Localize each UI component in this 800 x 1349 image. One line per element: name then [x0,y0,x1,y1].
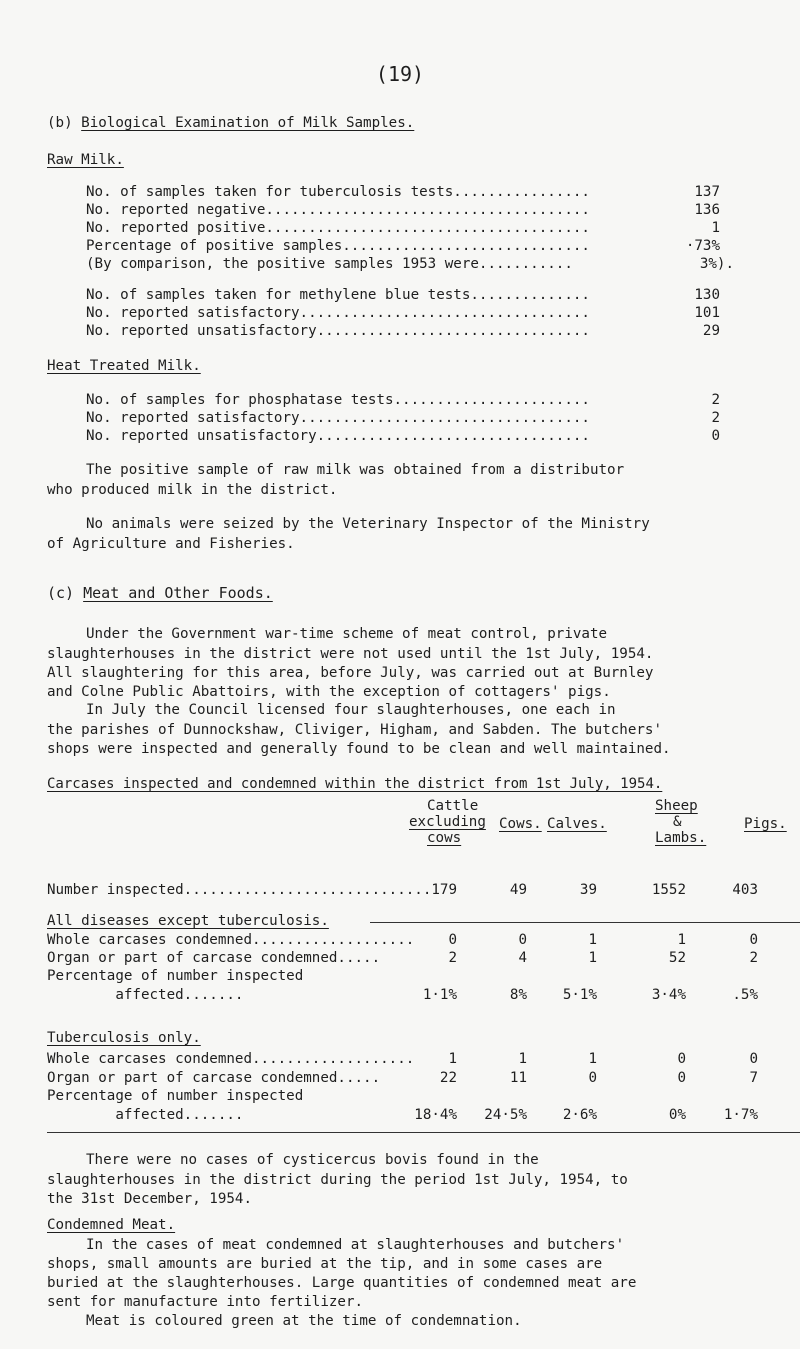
all-diseases-heading: All diseases except tuberculosis. [47,913,329,929]
cell: 1 [677,932,686,948]
cell: 0% [668,1107,686,1123]
paragraph-line: the 31st December, 1954. [47,1191,252,1207]
paragraph-line: No animals were seized by the Veterinary Inspector of the Ministry [86,516,650,532]
list-item: No. of samples for phosphatase tests....................... 2 [86,392,720,408]
section-c-prefix: (c) [47,584,84,602]
header-line: Cattle [427,798,479,814]
section-b-title: Biological Examination of Milk Samples. [81,115,415,131]
paragraph-line: There were no cases of cysticercus bovis found in the [86,1152,539,1168]
section-b-heading [47,115,414,131]
cell: 49 [509,882,527,898]
cell: 0 [677,1051,686,1067]
cell: 2·6% [562,1107,597,1123]
column-header-sheep [637,798,727,846]
row-label: Percentage of number inspected [47,968,304,984]
cell: 1552 [651,882,686,898]
cell: 4 [518,950,527,966]
condemned-meat-heading: Condemned Meat. [47,1217,176,1233]
paragraph-line: the parishes of Dunnockshaw, Cliviger, Higham, and Sabden. The butchers' [47,722,662,738]
table-row [47,1107,800,1127]
paragraph-line: slaughterhouses in the district during the period 1st July, 1954, to [47,1172,628,1188]
row-label: Organ or part of carcase condemned..... [47,1070,381,1086]
table-row [47,1088,800,1108]
cell: 0 [749,932,758,948]
paragraph-line: shops, small amounts are buried at the tip, and in some cases are [47,1256,603,1272]
paragraph-line: and Colne Public Abattoirs, with the exception of cottagers' pigs. [47,684,611,700]
row-label: Percentage of number inspected [47,1088,304,1104]
paragraph-line: In the cases of meat condemned at slaughterhouses and butchers' [86,1237,625,1253]
list-item: No. of samples taken for methylene blue tests.............. 130 [86,287,720,303]
cell: 2 [448,950,457,966]
section-c-title: Meat and Other Foods. [83,584,273,602]
table-row [47,1051,800,1071]
paragraph-line: who produced milk in the district. [47,482,338,498]
paragraph-line: buried at the slaughterhouses. Large quantities of condemned meat are [47,1275,637,1291]
paragraph-line: In July the Council licensed four slaughterhouses, one each in [86,702,616,718]
cell: 22 [439,1070,457,1086]
cell: 2 [749,950,758,966]
table-row [47,1070,800,1090]
section-b-prefix: (b) [47,115,82,131]
heat-treated-heading: Heat Treated Milk. [47,358,201,374]
list-item: No. reported positive...................................... 1 [86,220,720,236]
cell: 1 [518,1051,527,1067]
table-row [47,968,800,988]
cell: 39 [579,882,597,898]
column-header-cows: Cows. [499,816,542,832]
cell: 8% [509,987,527,1003]
cell: 24·5% [484,1107,527,1123]
cell: 1·7% [723,1107,758,1123]
divider [47,1132,800,1133]
divider [370,922,800,923]
paragraph-line: The positive sample of raw milk was obtained from a distributor [86,462,625,478]
list-item: No. reported unsatisfactory................................ 29 [86,323,720,339]
cell: 3·4% [651,987,686,1003]
column-header-pigs: Pigs. [744,816,787,832]
table-row [47,882,800,902]
list-item: (By comparison, the positive samples 1953 were........... 3%). [86,256,734,272]
row-label: affected....... [47,1107,244,1123]
cell: 0 [518,932,527,948]
row-label: Number inspected............................. [47,882,432,898]
header-line: excluding [409,814,486,830]
cell: 7 [749,1070,758,1086]
carcases-title: Carcases inspected and condemned within the district from 1st July, 1954. [47,776,663,792]
row-label: affected....... [47,987,244,1003]
list-item: Percentage of positive samples............................. ·73% [86,238,720,254]
cell: 52 [668,950,686,966]
header-line: cows [427,830,462,846]
list-item: No. of samples taken for tuberculosis tests................ 137 [86,184,720,200]
column-header-calves: Calves. [547,816,607,832]
cell: 1 [448,1051,457,1067]
header-line: & [673,814,682,830]
cell: 0 [448,932,457,948]
table-row [47,987,800,1007]
column-header-cattle [409,798,509,846]
cell: 5·1% [562,987,597,1003]
cell: 0 [677,1070,686,1086]
page-number: (19) [375,62,425,86]
cell: 11 [509,1070,527,1086]
paragraph-line: of Agriculture and Fisheries. [47,536,295,552]
cell: 179 [431,882,457,898]
header-line: Sheep [655,798,698,814]
cell: 0 [749,1051,758,1067]
table-row [47,950,800,970]
section-c-heading [47,584,273,602]
carcases-table [47,798,800,1193]
paragraph-line: slaughterhouses in the district were not used until the 1st July, 1954. [47,646,654,662]
list-item: No. reported negative...................................... 136 [86,202,720,218]
raw-milk-heading: Raw Milk. [47,152,124,168]
cell: 1 [588,950,597,966]
paragraph-line: Under the Government war-time scheme of meat control, private [86,626,608,642]
row-label: Organ or part of carcase condemned..... [47,950,381,966]
list-item: No. reported unsatisfactory................................ 0 [86,428,720,444]
cell: .5% [732,987,758,1003]
paragraph-line: shops were inspected and generally found to be clean and well maintained. [47,741,671,757]
paragraph-line: sent for manufacture into fertilizer. [47,1294,364,1310]
cell: 403 [732,882,758,898]
list-item: No. reported satisfactory.................................. 101 [86,305,720,321]
row-label: Whole carcases condemned................... [47,932,415,948]
row-label: Whole carcases condemned................... [47,1051,415,1067]
header-line: Lambs. [655,830,707,846]
table-row [47,932,800,952]
tuberculosis-heading: Tuberculosis only. [47,1030,201,1046]
paragraph-line: Meat is coloured green at the time of condemnation. [86,1313,522,1329]
cell: 1·1% [422,987,457,1003]
paragraph-line: All slaughtering for this area, before July, was carried out at Burnley [47,665,654,681]
cell: 18·4% [414,1107,457,1123]
cell: 0 [588,1070,597,1086]
list-item: No. reported satisfactory.................................. 2 [86,410,720,426]
cell: 1 [588,1051,597,1067]
cell: 1 [588,932,597,948]
